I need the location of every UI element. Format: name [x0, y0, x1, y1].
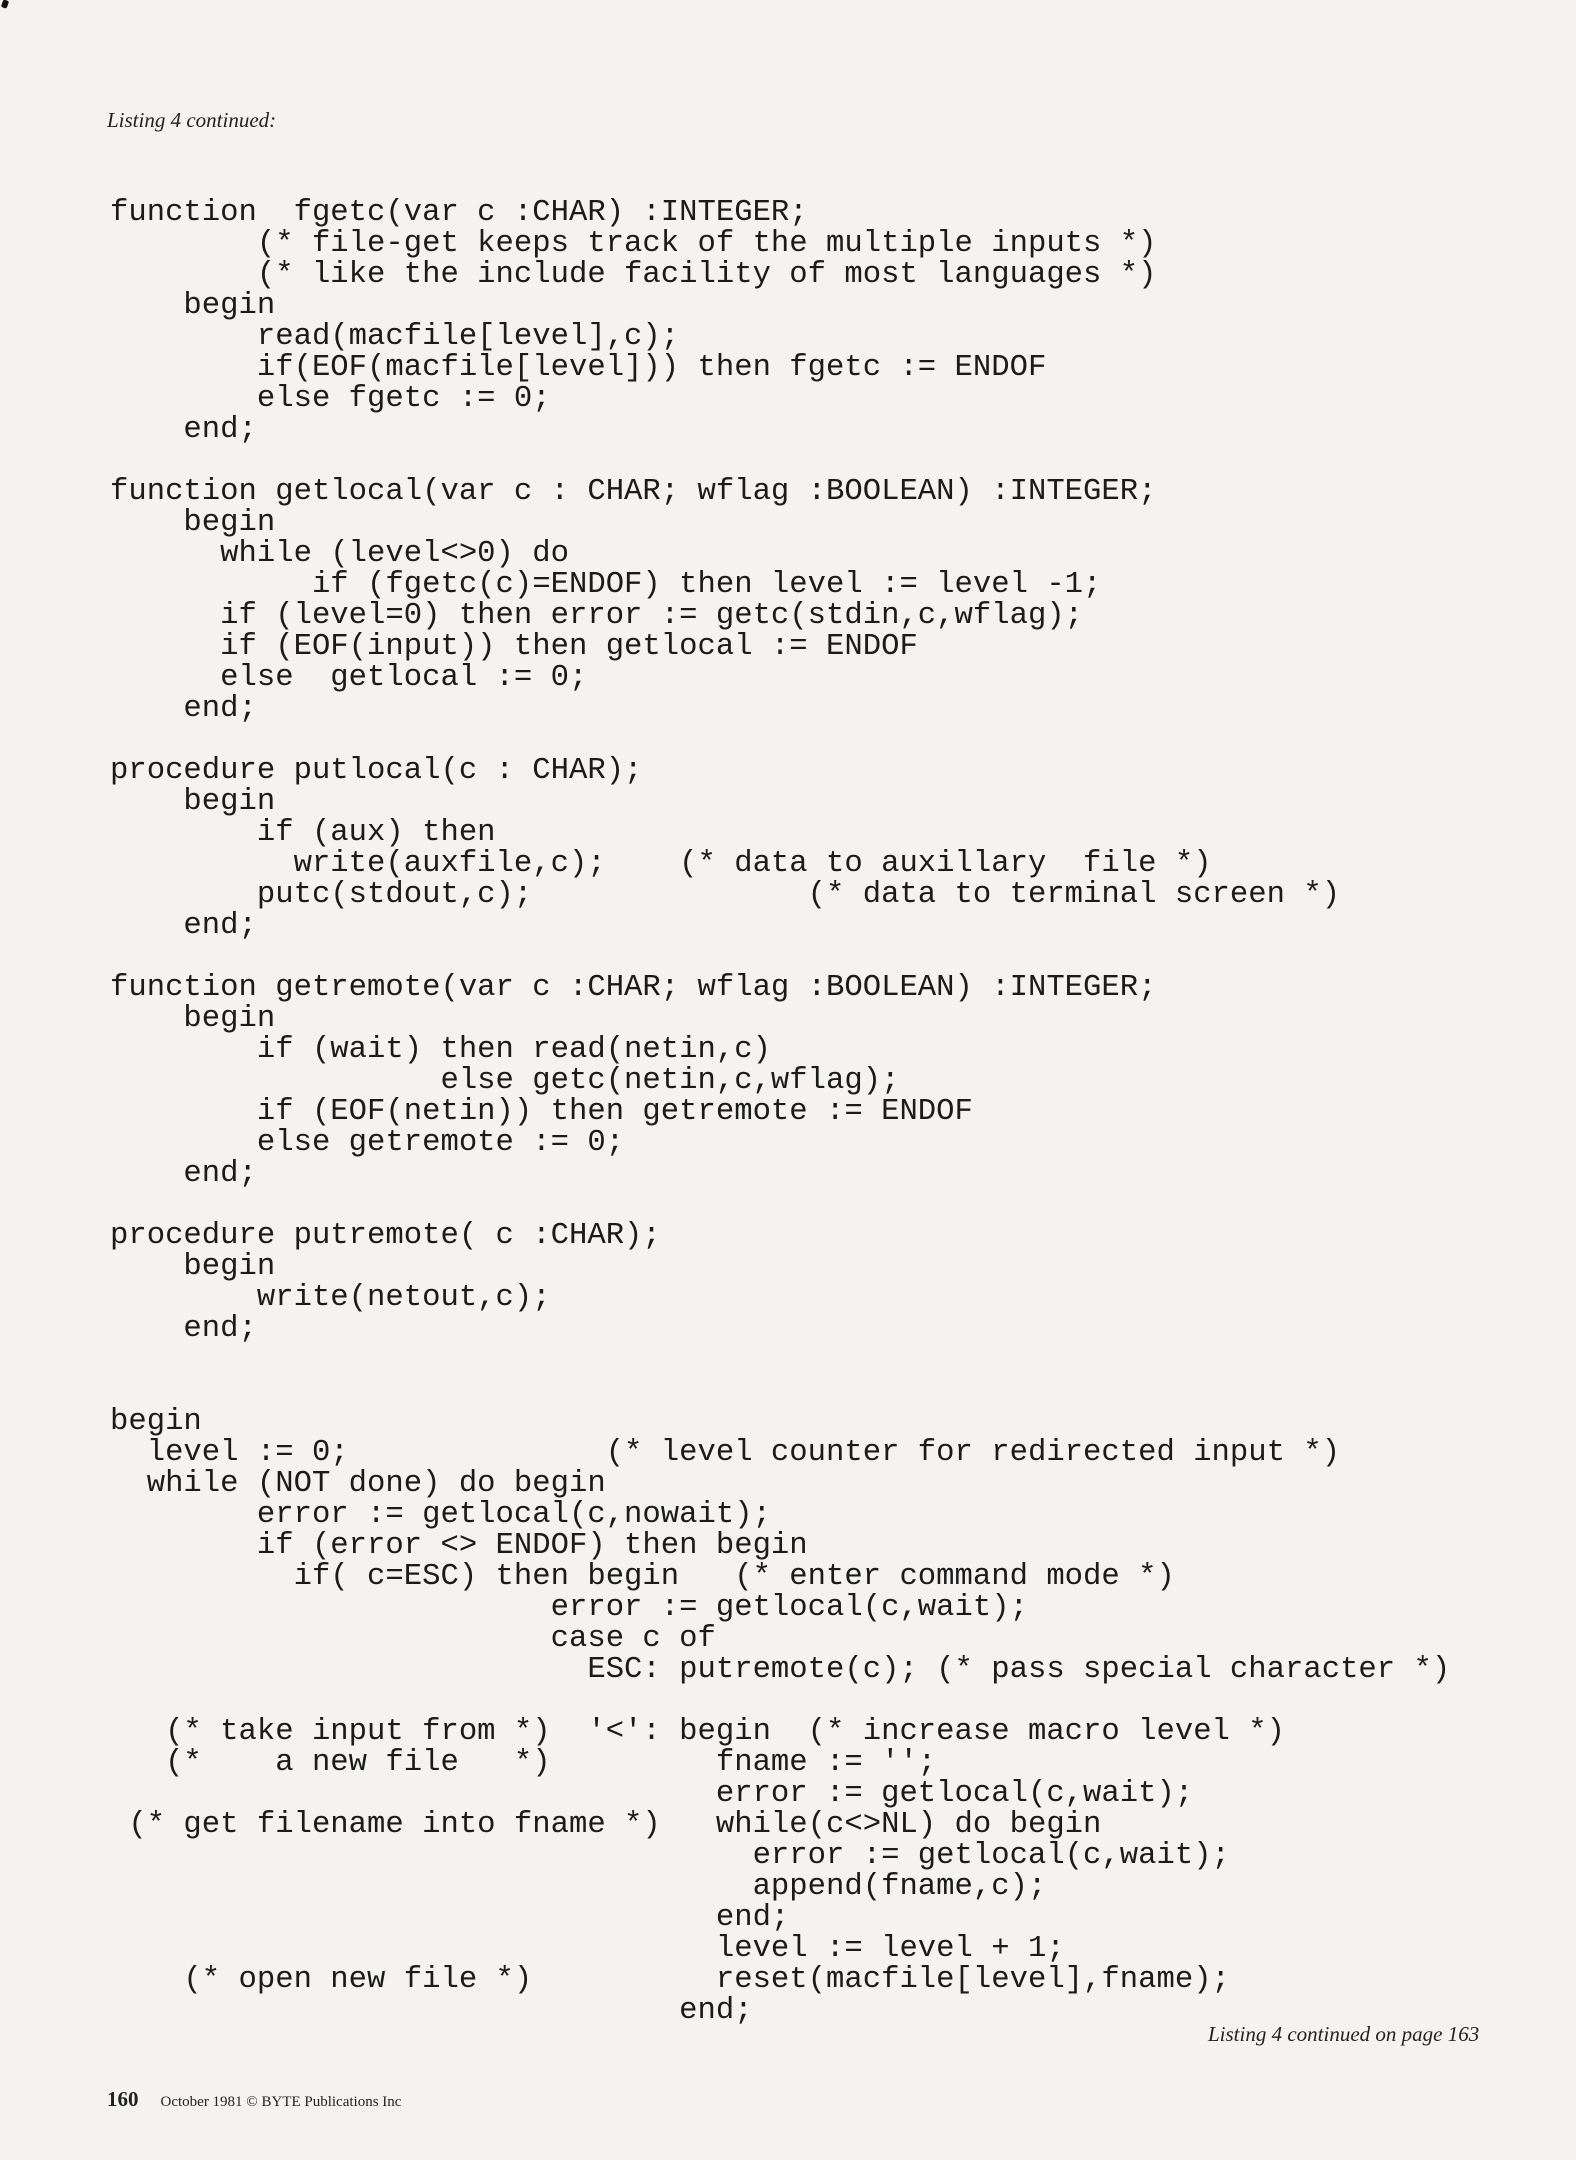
page-footer: [107, 2087, 401, 2112]
code-line: end;: [110, 413, 257, 447]
publication-line: October 1981 © BYTE Publications Inc: [160, 2094, 402, 2110]
code-line: else fgetc := 0;: [110, 382, 551, 416]
code-line: level := level + 1;: [110, 1932, 1065, 1966]
code-line: (* a new file *) fname := '';: [110, 1746, 937, 1780]
code-line: begin: [110, 1002, 276, 1036]
code-line: function getremote(var c :CHAR; wflag :BOOLEAN) :INTEGER;: [110, 971, 1157, 1005]
code-line: if( c=ESC) then begin (* enter command mode *): [110, 1560, 1175, 1594]
code-line: if(EOF(macfile[level])) then fgetc := ENDOF: [110, 351, 1047, 385]
code-line: (* get filename into fname *) while(c<>NL) do begin: [110, 1808, 1102, 1842]
code-line: (* file-get keeps track of the multiple inputs *): [110, 227, 1157, 261]
corner-mark: [1, 0, 9, 9]
code-line: end;: [110, 1312, 257, 1346]
code-line: level := 0; (* level counter for redirected input *): [110, 1436, 1341, 1470]
code-line: while (level<>0) do: [110, 537, 569, 571]
code-line: end;: [110, 909, 257, 943]
code-line: else getc(netin,c,wflag);: [110, 1064, 900, 1098]
code-line: read(macfile[level],c);: [110, 320, 680, 354]
page-number: 160: [107, 2087, 139, 2111]
code-line: (* like the include facility of most languages *): [110, 258, 1157, 292]
code-line: if (EOF(input)) then getlocal := ENDOF: [110, 630, 918, 664]
code-line: end;: [110, 692, 257, 726]
code-line: if (wait) then read(netin,c): [110, 1033, 771, 1067]
code-line: if (error <> ENDOF) then begin: [110, 1529, 808, 1563]
code-line: end;: [110, 1901, 790, 1935]
listing-header: Listing 4 continued:: [107, 108, 277, 132]
code-line: error := getlocal(c,nowait);: [110, 1498, 771, 1532]
code-line: error := getlocal(c,wait);: [110, 1591, 1028, 1625]
code-line: ESC: putremote(c); (* pass special character *): [110, 1653, 1451, 1687]
code-line: while (NOT done) do begin: [110, 1467, 606, 1501]
code-line: function getlocal(var c : CHAR; wflag :BOOLEAN) :INTEGER;: [110, 475, 1157, 509]
code-line: (* open new file *) reset(macfile[level],fname);: [110, 1963, 1230, 1997]
code-line: if (level=0) then error := getc(stdin,c,wflag);: [110, 599, 1084, 633]
code-line: begin: [110, 1250, 276, 1284]
code-line: begin: [110, 785, 276, 819]
code-line: case c of: [110, 1622, 716, 1656]
code-line: procedure putremote( c :CHAR);: [110, 1219, 661, 1253]
continued-note: Listing 4 continued on page 163: [1208, 2022, 1480, 2046]
code-line: (* take input from *) '<': begin (* increase macro level *): [110, 1715, 1285, 1749]
code-line: if (fgetc(c)=ENDOF) then level := level -1;: [110, 568, 1102, 602]
code-line: function fgetc(var c :CHAR) :INTEGER;: [110, 196, 808, 230]
code-line: append(fname,c);: [110, 1870, 1047, 1904]
code-line: begin: [110, 289, 276, 323]
code-line: else getremote := 0;: [110, 1126, 625, 1160]
code-line: end;: [110, 1157, 257, 1191]
code-line: write(netout,c);: [110, 1281, 551, 1315]
code-line: error := getlocal(c,wait);: [110, 1839, 1230, 1873]
code-line: if (EOF(netin)) then getremote := ENDOF: [110, 1095, 973, 1129]
code-line: error := getlocal(c,wait);: [110, 1777, 1194, 1811]
code-line: procedure putlocal(c : CHAR);: [110, 754, 643, 788]
code-line: putc(stdout,c); (* data to terminal screen *): [110, 878, 1341, 912]
code-line: else getlocal := 0;: [110, 661, 588, 695]
code-line: if (aux) then: [110, 816, 496, 850]
code-line: begin: [110, 1405, 202, 1439]
code-line: write(auxfile,c); (* data to auxillary file *): [110, 847, 1212, 881]
code-line: end;: [110, 1994, 753, 2028]
code-line: begin: [110, 506, 276, 540]
